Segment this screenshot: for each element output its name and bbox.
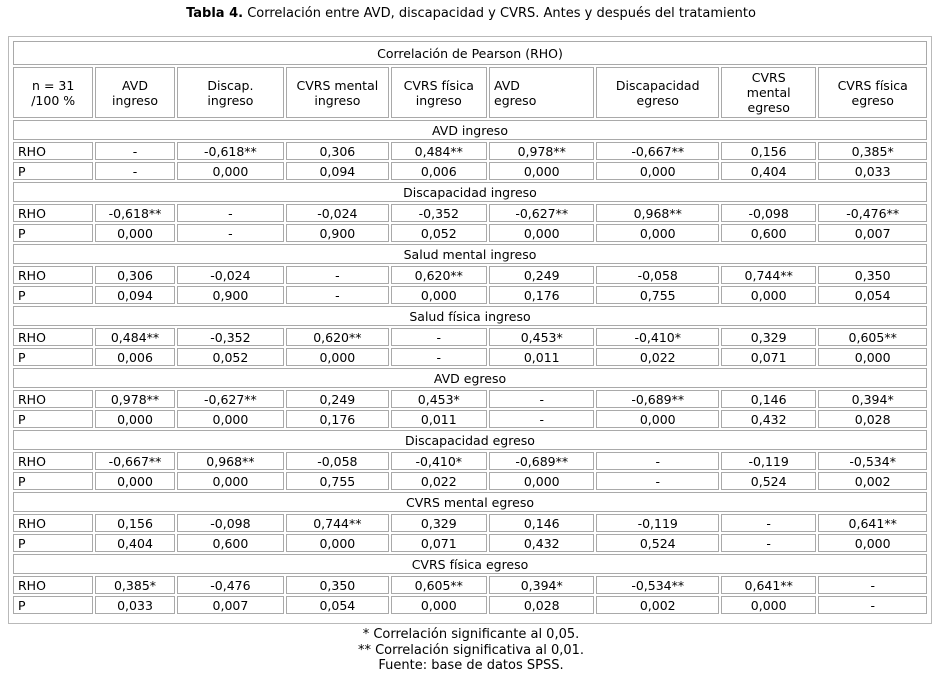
table-cell: - xyxy=(391,348,487,366)
header-line: AVD xyxy=(122,77,148,93)
row-label: RHO xyxy=(13,452,93,470)
table-cell: - xyxy=(177,224,284,242)
section-title: Salud física ingreso xyxy=(13,306,927,326)
table-cell: - xyxy=(721,514,816,532)
table-cell: 0,432 xyxy=(489,534,594,552)
row-label: P xyxy=(13,286,93,304)
table-cell: 0,620** xyxy=(391,266,487,284)
table-cell: -0,058 xyxy=(596,266,719,284)
table-cell: 0,978** xyxy=(489,142,594,160)
table-cell: -0,534* xyxy=(818,452,927,470)
table-cell: 0,022 xyxy=(391,472,487,490)
table-cell: 0,453* xyxy=(489,328,594,346)
table-cell: -0,618** xyxy=(177,142,284,160)
table-cell: 0,968** xyxy=(596,204,719,222)
section-title: CVRS mental egreso xyxy=(13,492,927,512)
footnote-significance-005: * Correlación significante al 0,05. xyxy=(362,627,580,642)
column-header xyxy=(95,67,174,118)
table-cell: 0,011 xyxy=(391,410,487,428)
table-cell: 0,755 xyxy=(596,286,719,304)
table-cell: 0,054 xyxy=(286,596,388,614)
row-label: RHO xyxy=(13,266,93,284)
table-cell: -0,627** xyxy=(489,204,594,222)
section-header-row xyxy=(13,306,927,326)
table-cell: 0,000 xyxy=(391,286,487,304)
table-cell: 0,641** xyxy=(721,576,816,594)
table-cell: 0,000 xyxy=(721,286,816,304)
table-cell: 0,404 xyxy=(95,534,174,552)
table-cell: 0,007 xyxy=(818,224,927,242)
table-cell: 0,432 xyxy=(721,410,816,428)
table-cell: -0,667** xyxy=(95,452,174,470)
table-cell: 0,094 xyxy=(286,162,388,180)
table-row xyxy=(13,410,927,428)
header-line: egreso xyxy=(494,92,537,108)
table-cell: 0,329 xyxy=(391,514,487,532)
table-row xyxy=(13,286,927,304)
table-cell: - xyxy=(95,162,174,180)
table-cell: - xyxy=(391,328,487,346)
table-cell: 0,000 xyxy=(177,162,284,180)
header-line: ingreso xyxy=(415,92,462,108)
table-cell: 0,385* xyxy=(818,142,927,160)
table-cell: 0,146 xyxy=(721,390,816,408)
table-cell: 0,176 xyxy=(286,410,388,428)
row-label: P xyxy=(13,348,93,366)
table-cell: 0,006 xyxy=(391,162,487,180)
table-cell: 0,329 xyxy=(721,328,816,346)
section-title: Salud mental ingreso xyxy=(13,244,927,264)
row-label: RHO xyxy=(13,576,93,594)
column-header xyxy=(177,67,284,118)
header-line: egreso xyxy=(747,100,790,115)
table-cell: 0,071 xyxy=(391,534,487,552)
table-cell: -0,352 xyxy=(391,204,487,222)
footnote-source: Fuente: base de datos SPSS. xyxy=(378,658,564,673)
table-cell: 0,022 xyxy=(596,348,719,366)
header-line: mental xyxy=(746,85,791,100)
section-header-row xyxy=(13,430,927,450)
table-cell: 0,350 xyxy=(818,266,927,284)
table-cell: -0,352 xyxy=(177,328,284,346)
column-header xyxy=(721,67,816,118)
table-cell: -0,119 xyxy=(721,452,816,470)
table-cell: 0,744** xyxy=(286,514,388,532)
table-cell: 0,002 xyxy=(818,472,927,490)
table-cell: 0,755 xyxy=(286,472,388,490)
table-cell: 0,000 xyxy=(95,472,174,490)
table-cell: 0,011 xyxy=(489,348,594,366)
header-line: AVD xyxy=(494,77,520,93)
table-cell: -0,098 xyxy=(177,514,284,532)
table-cell: 0,000 xyxy=(489,224,594,242)
table-cell: - xyxy=(95,142,174,160)
table-cell: 0,052 xyxy=(177,348,284,366)
section-header-row xyxy=(13,182,927,202)
table-cell: -0,098 xyxy=(721,204,816,222)
table-cell: 0,524 xyxy=(721,472,816,490)
table-cell: 0,600 xyxy=(721,224,816,242)
section-title: Discapacidad egreso xyxy=(13,430,927,450)
table-cell: -0,476 xyxy=(177,576,284,594)
header-line: ingreso xyxy=(111,92,159,108)
table-cell: -0,024 xyxy=(177,266,284,284)
section-header-row xyxy=(13,244,927,264)
row-label: P xyxy=(13,224,93,242)
table-cell: 0,000 xyxy=(95,410,174,428)
table-caption xyxy=(0,6,942,21)
header-line: ingreso xyxy=(207,92,254,108)
header-line: CVRS xyxy=(751,70,786,85)
table-cell: 0,000 xyxy=(596,162,719,180)
table-cell: 0,071 xyxy=(721,348,816,366)
table-cell: 0,000 xyxy=(286,348,388,366)
column-header xyxy=(489,67,594,118)
table-cell: - xyxy=(177,204,284,222)
table-cell: 0,394* xyxy=(489,576,594,594)
table-row xyxy=(13,514,927,532)
caption-text: Correlación entre AVD, discapacidad y CVRS. Antes y después del tratamiento xyxy=(247,6,756,21)
table-row xyxy=(13,576,927,594)
row-label: RHO xyxy=(13,142,93,160)
table-cell: 0,000 xyxy=(818,534,927,552)
header-line: CVRS mental xyxy=(296,77,379,93)
table-cell: 0,054 xyxy=(818,286,927,304)
column-header xyxy=(391,67,487,118)
table-cell: 0,000 xyxy=(177,472,284,490)
header-line: Discapacidad xyxy=(615,77,700,93)
table-cell: -0,689** xyxy=(489,452,594,470)
table-row xyxy=(13,534,927,552)
table-cell: 0,007 xyxy=(177,596,284,614)
table-cell: 0,000 xyxy=(95,224,174,242)
section-header-row xyxy=(13,492,927,512)
table-cell: 0,484** xyxy=(95,328,174,346)
section-header-row xyxy=(13,120,927,140)
table-cell: 0,033 xyxy=(95,596,174,614)
table-cell: - xyxy=(286,286,388,304)
table-row xyxy=(13,390,927,408)
table-cell: 0,028 xyxy=(489,596,594,614)
table-cell: 0,000 xyxy=(818,348,927,366)
row-label: RHO xyxy=(13,328,93,346)
table-cell: 0,968** xyxy=(177,452,284,470)
table-cell: 0,394* xyxy=(818,390,927,408)
table-cell: - xyxy=(489,390,594,408)
table-row xyxy=(13,266,927,284)
table-cell: 0,006 xyxy=(95,348,174,366)
table-cell: - xyxy=(818,596,927,614)
header-line: egreso xyxy=(851,92,894,108)
table-cell: 0,000 xyxy=(391,596,487,614)
table-cell: 0,605** xyxy=(391,576,487,594)
table-row xyxy=(13,224,927,242)
header-sample-size xyxy=(13,67,93,118)
table-cell: 0,052 xyxy=(391,224,487,242)
row-label: P xyxy=(13,534,93,552)
column-header xyxy=(818,67,927,118)
header-line: CVRS física xyxy=(403,77,474,93)
section-header-row xyxy=(13,554,927,574)
table-cell: - xyxy=(596,452,719,470)
table-cell: 0,404 xyxy=(721,162,816,180)
table-cell: 0,605** xyxy=(818,328,927,346)
table-row xyxy=(13,162,927,180)
table-cell: 0,146 xyxy=(489,514,594,532)
table-cell: -0,119 xyxy=(596,514,719,532)
row-label: RHO xyxy=(13,204,93,222)
table-cell: - xyxy=(721,534,816,552)
table-cell: 0,350 xyxy=(286,576,388,594)
table-cell: -0,024 xyxy=(286,204,388,222)
section-title: Discapacidad ingreso xyxy=(13,182,927,202)
table-cell: -0,689** xyxy=(596,390,719,408)
table-cell: 0,000 xyxy=(489,472,594,490)
table-cell: 0,156 xyxy=(721,142,816,160)
table-cell: 0,978** xyxy=(95,390,174,408)
table-cell: 0,900 xyxy=(286,224,388,242)
table-cell: 0,641** xyxy=(818,514,927,532)
header-line: /100 % xyxy=(31,92,76,108)
table-cell: 0,484** xyxy=(391,142,487,160)
table-cell: 0,176 xyxy=(489,286,594,304)
footnote-significance-001: ** Correlación significativa al 0,01. xyxy=(357,642,585,658)
table-cell: -0,058 xyxy=(286,452,388,470)
table-body xyxy=(13,41,927,614)
section-header-row xyxy=(13,368,927,388)
table-cell: 0,249 xyxy=(489,266,594,284)
table-cell: 0,600 xyxy=(177,534,284,552)
column-header xyxy=(596,67,719,118)
table-cell: 0,000 xyxy=(177,410,284,428)
table-header-row xyxy=(13,67,927,118)
table-cell: 0,306 xyxy=(95,266,174,284)
table-cell: 0,000 xyxy=(721,596,816,614)
column-header xyxy=(286,67,388,118)
row-label: RHO xyxy=(13,390,93,408)
header-line: CVRS física xyxy=(837,77,908,93)
table-cell: 0,744** xyxy=(721,266,816,284)
table-cell: -0,667** xyxy=(596,142,719,160)
table-cell: 0,453* xyxy=(391,390,487,408)
row-label: P xyxy=(13,472,93,490)
table-cell: 0,524 xyxy=(596,534,719,552)
section-title: CVRS física egreso xyxy=(13,554,927,574)
row-label: RHO xyxy=(13,514,93,532)
section-title: AVD ingreso xyxy=(13,120,927,140)
header-line: egreso xyxy=(636,92,679,108)
table-row xyxy=(13,452,927,470)
section-title: AVD egreso xyxy=(13,368,927,388)
table-cell: 0,033 xyxy=(818,162,927,180)
table-cell: -0,410* xyxy=(391,452,487,470)
table-cell: 0,900 xyxy=(177,286,284,304)
table-row xyxy=(13,328,927,346)
table-cell: -0,618** xyxy=(95,204,174,222)
table-cell: 0,094 xyxy=(95,286,174,304)
table-row xyxy=(13,596,927,614)
table-cell: 0,000 xyxy=(286,534,388,552)
table-cell: - xyxy=(489,410,594,428)
table-row xyxy=(13,142,927,160)
table-cell: 0,028 xyxy=(818,410,927,428)
table-row xyxy=(13,204,927,222)
table-cell: 0,000 xyxy=(489,162,594,180)
header-line: Discap. xyxy=(207,77,254,93)
table-cell: 0,156 xyxy=(95,514,174,532)
table-cell: 0,000 xyxy=(596,224,719,242)
row-label: P xyxy=(13,410,93,428)
table-row xyxy=(13,348,927,366)
table-cell: -0,410* xyxy=(596,328,719,346)
row-label: P xyxy=(13,162,93,180)
caption-label: Tabla 4. xyxy=(186,6,244,21)
table-cell: - xyxy=(286,266,388,284)
table-title: Correlación de Pearson (RHO) xyxy=(13,41,927,65)
table-cell: 0,306 xyxy=(286,142,388,160)
table-cell: 0,385* xyxy=(95,576,174,594)
table-cell: 0,249 xyxy=(286,390,388,408)
table-cell: -0,627** xyxy=(177,390,284,408)
table-cell: -0,476** xyxy=(818,204,927,222)
table-row xyxy=(13,472,927,490)
table-cell: 0,002 xyxy=(596,596,719,614)
header-line: ingreso xyxy=(314,92,361,108)
table-cell: 0,000 xyxy=(596,410,719,428)
correlation-table xyxy=(11,39,929,616)
table-cell: - xyxy=(818,576,927,594)
table-title-row xyxy=(13,41,927,65)
header-line: n = 31 xyxy=(32,77,75,93)
table-cell: -0,534** xyxy=(596,576,719,594)
footnotes xyxy=(0,627,942,674)
table-cell: 0,620** xyxy=(286,328,388,346)
table-cell: - xyxy=(596,472,719,490)
row-label: P xyxy=(13,596,93,614)
